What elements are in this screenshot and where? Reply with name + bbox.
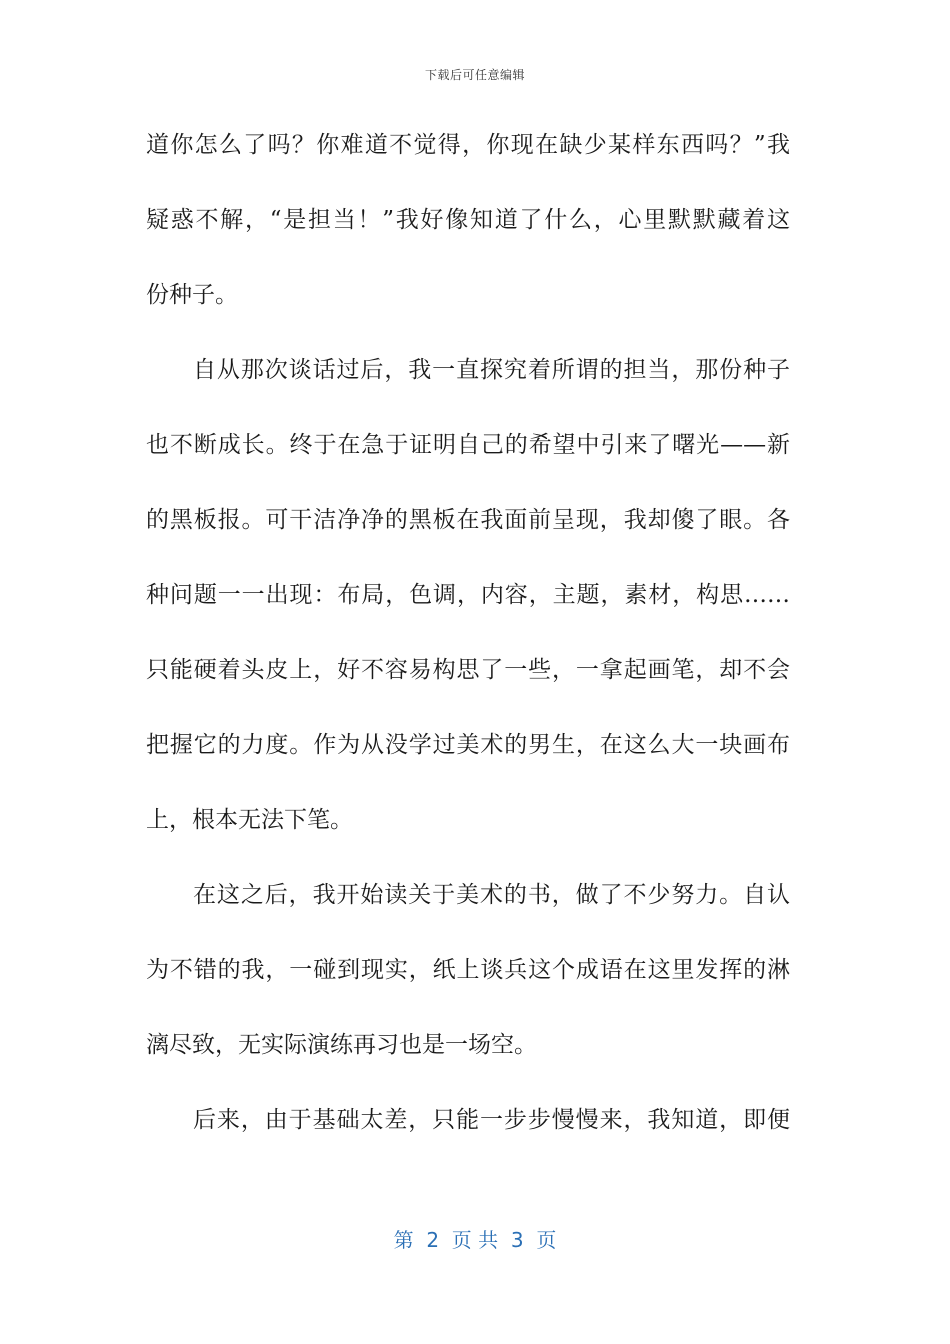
text-line: 也不断成长。终于在急于证明自己的希望中引来了曙光——新 [146, 432, 790, 458]
page-footer [0, 1224, 950, 1253]
text-line: 道你怎么了吗？你难道不觉得，你现在缺少某样东西吗？”我 [146, 132, 790, 158]
text-line: 种问题一一出现：布局，色调，内容，主题，素材，构思…… [146, 582, 790, 608]
paragraph-start-line: 在这之后，我开始读关于美术的书，做了不少努力。自认 [193, 882, 790, 908]
text-line: 的黑板报。可干洁净净的黑板在我面前呈现，我却傻了眼。各 [146, 507, 790, 533]
page-number-label: 第 2 页 共 3 页 [393, 1228, 557, 1252]
text-line: 疑惑不解，“是担当！”我好像知道了什么，心里默默藏着这 [146, 207, 790, 233]
body-text [146, 124, 790, 1174]
text-line: 上，根本无法下笔。 [146, 807, 353, 833]
text-line: 为不错的我，一碰到现实，纸上谈兵这个成语在这里发挥的淋 [146, 957, 790, 983]
text-line: 只能硬着头皮上，好不容易构思了一些，一拿起画笔，却不会 [146, 657, 790, 683]
text-line: 漓尽致，无实际演练再习也是一场空。 [146, 1032, 537, 1058]
text-line: 把握它的力度。作为从没学过美术的男生，在这么大一块画布 [146, 732, 790, 758]
paragraph-start-line: 后来，由于基础太差，只能一步步慢慢来，我知道，即便 [193, 1107, 790, 1133]
text-line: 份种子。 [146, 282, 238, 308]
paragraph-start-line: 自从那次谈话过后，我一直探究着所谓的担当，那份种子 [193, 357, 790, 383]
page-header: 下载后可任意编辑 [424, 68, 525, 82]
